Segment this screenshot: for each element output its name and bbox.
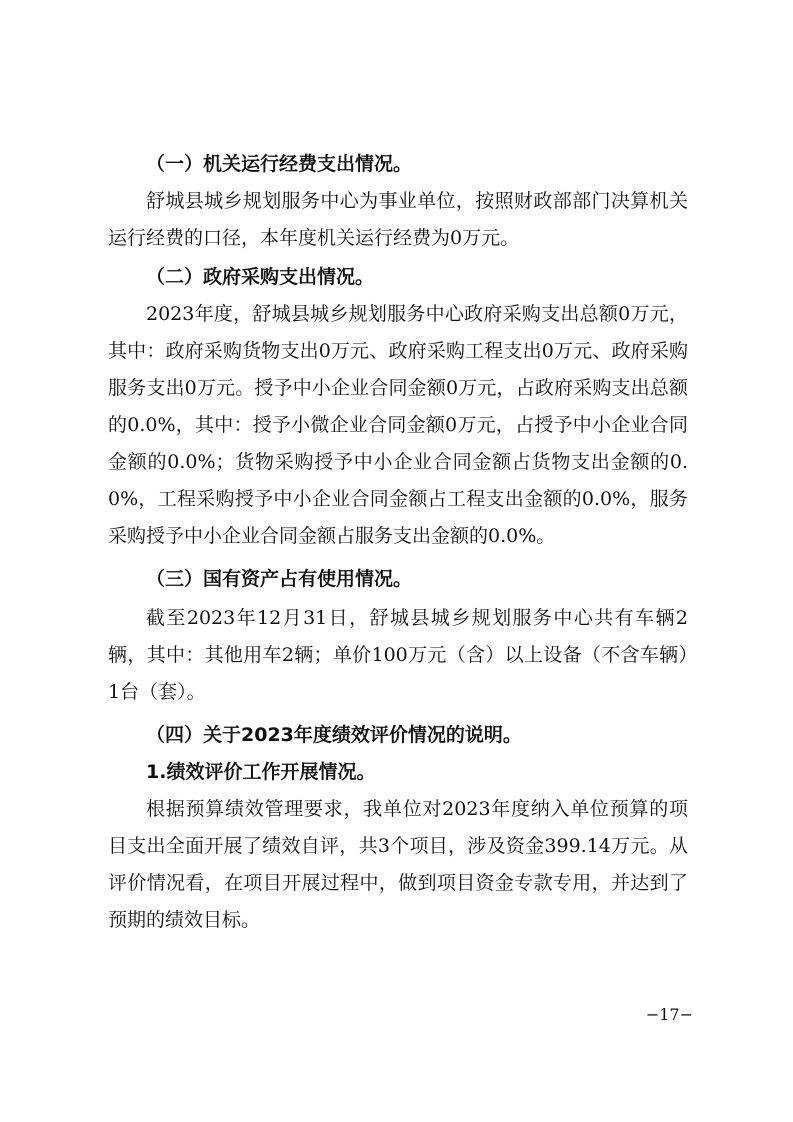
document-body <box>108 146 688 939</box>
page-number: −17− <box>645 1005 693 1024</box>
section-1-paragraph-1: 舒城县城乡规划服务中心为事业单位，按照财政部部门决算机关运行经费的口径，本年度机关运行经费为0万元。 <box>108 190 688 249</box>
subsection-heading-1: 1.绩效评价工作开展情况。 <box>146 761 376 783</box>
subsection-1-paragraph-1: 根据预算绩效管理要求，我单位对2023年度纳入单位预算的项目支出全面开展了绩效自评，共3个项目，涉及资金399.14万元。从评价情况看，在项目开展过程中，做到项目资金专款专用，并达到了预期的绩效目标。 <box>108 798 688 931</box>
section-2-paragraph-1: 2023年度，舒城县城乡规划服务中心政府采购支出总额0万元，其中：政府采购货物支出0万元、政府采购工程支出0万元、政府采购服务支出0万元。授予中小企业合同金额0万元，占政府采购支出总额的0.0%，其中：授予小微企业合同金额0万元，占授予中小企业合同金额的0.0%；货物采购授予中小企业合同金额占货物支出金额的0.0%，工程采购授予中小企业合同金额占工程支出金额的0.0%，服务采购授予中小企业合同金额占服务支出金额的0.0%。 <box>108 303 688 547</box>
section-3-paragraph-1: 截至2023年12月31日，舒城县城乡规划服务中心共有车辆2辆，其中：其他用车2辆；单价100万元（含）以上设备（不含车辆）1台（套）。 <box>108 607 688 703</box>
section-heading-4: （四）关于2023年度绩效评价情况的说明。 <box>146 724 522 746</box>
section-heading-3: （三）国有资产占有使用情况。 <box>146 568 413 590</box>
section-heading-1: （一）机关运行经费支出情况。 <box>146 153 413 175</box>
section-heading-2: （二）政府采购支出情况。 <box>146 266 375 288</box>
